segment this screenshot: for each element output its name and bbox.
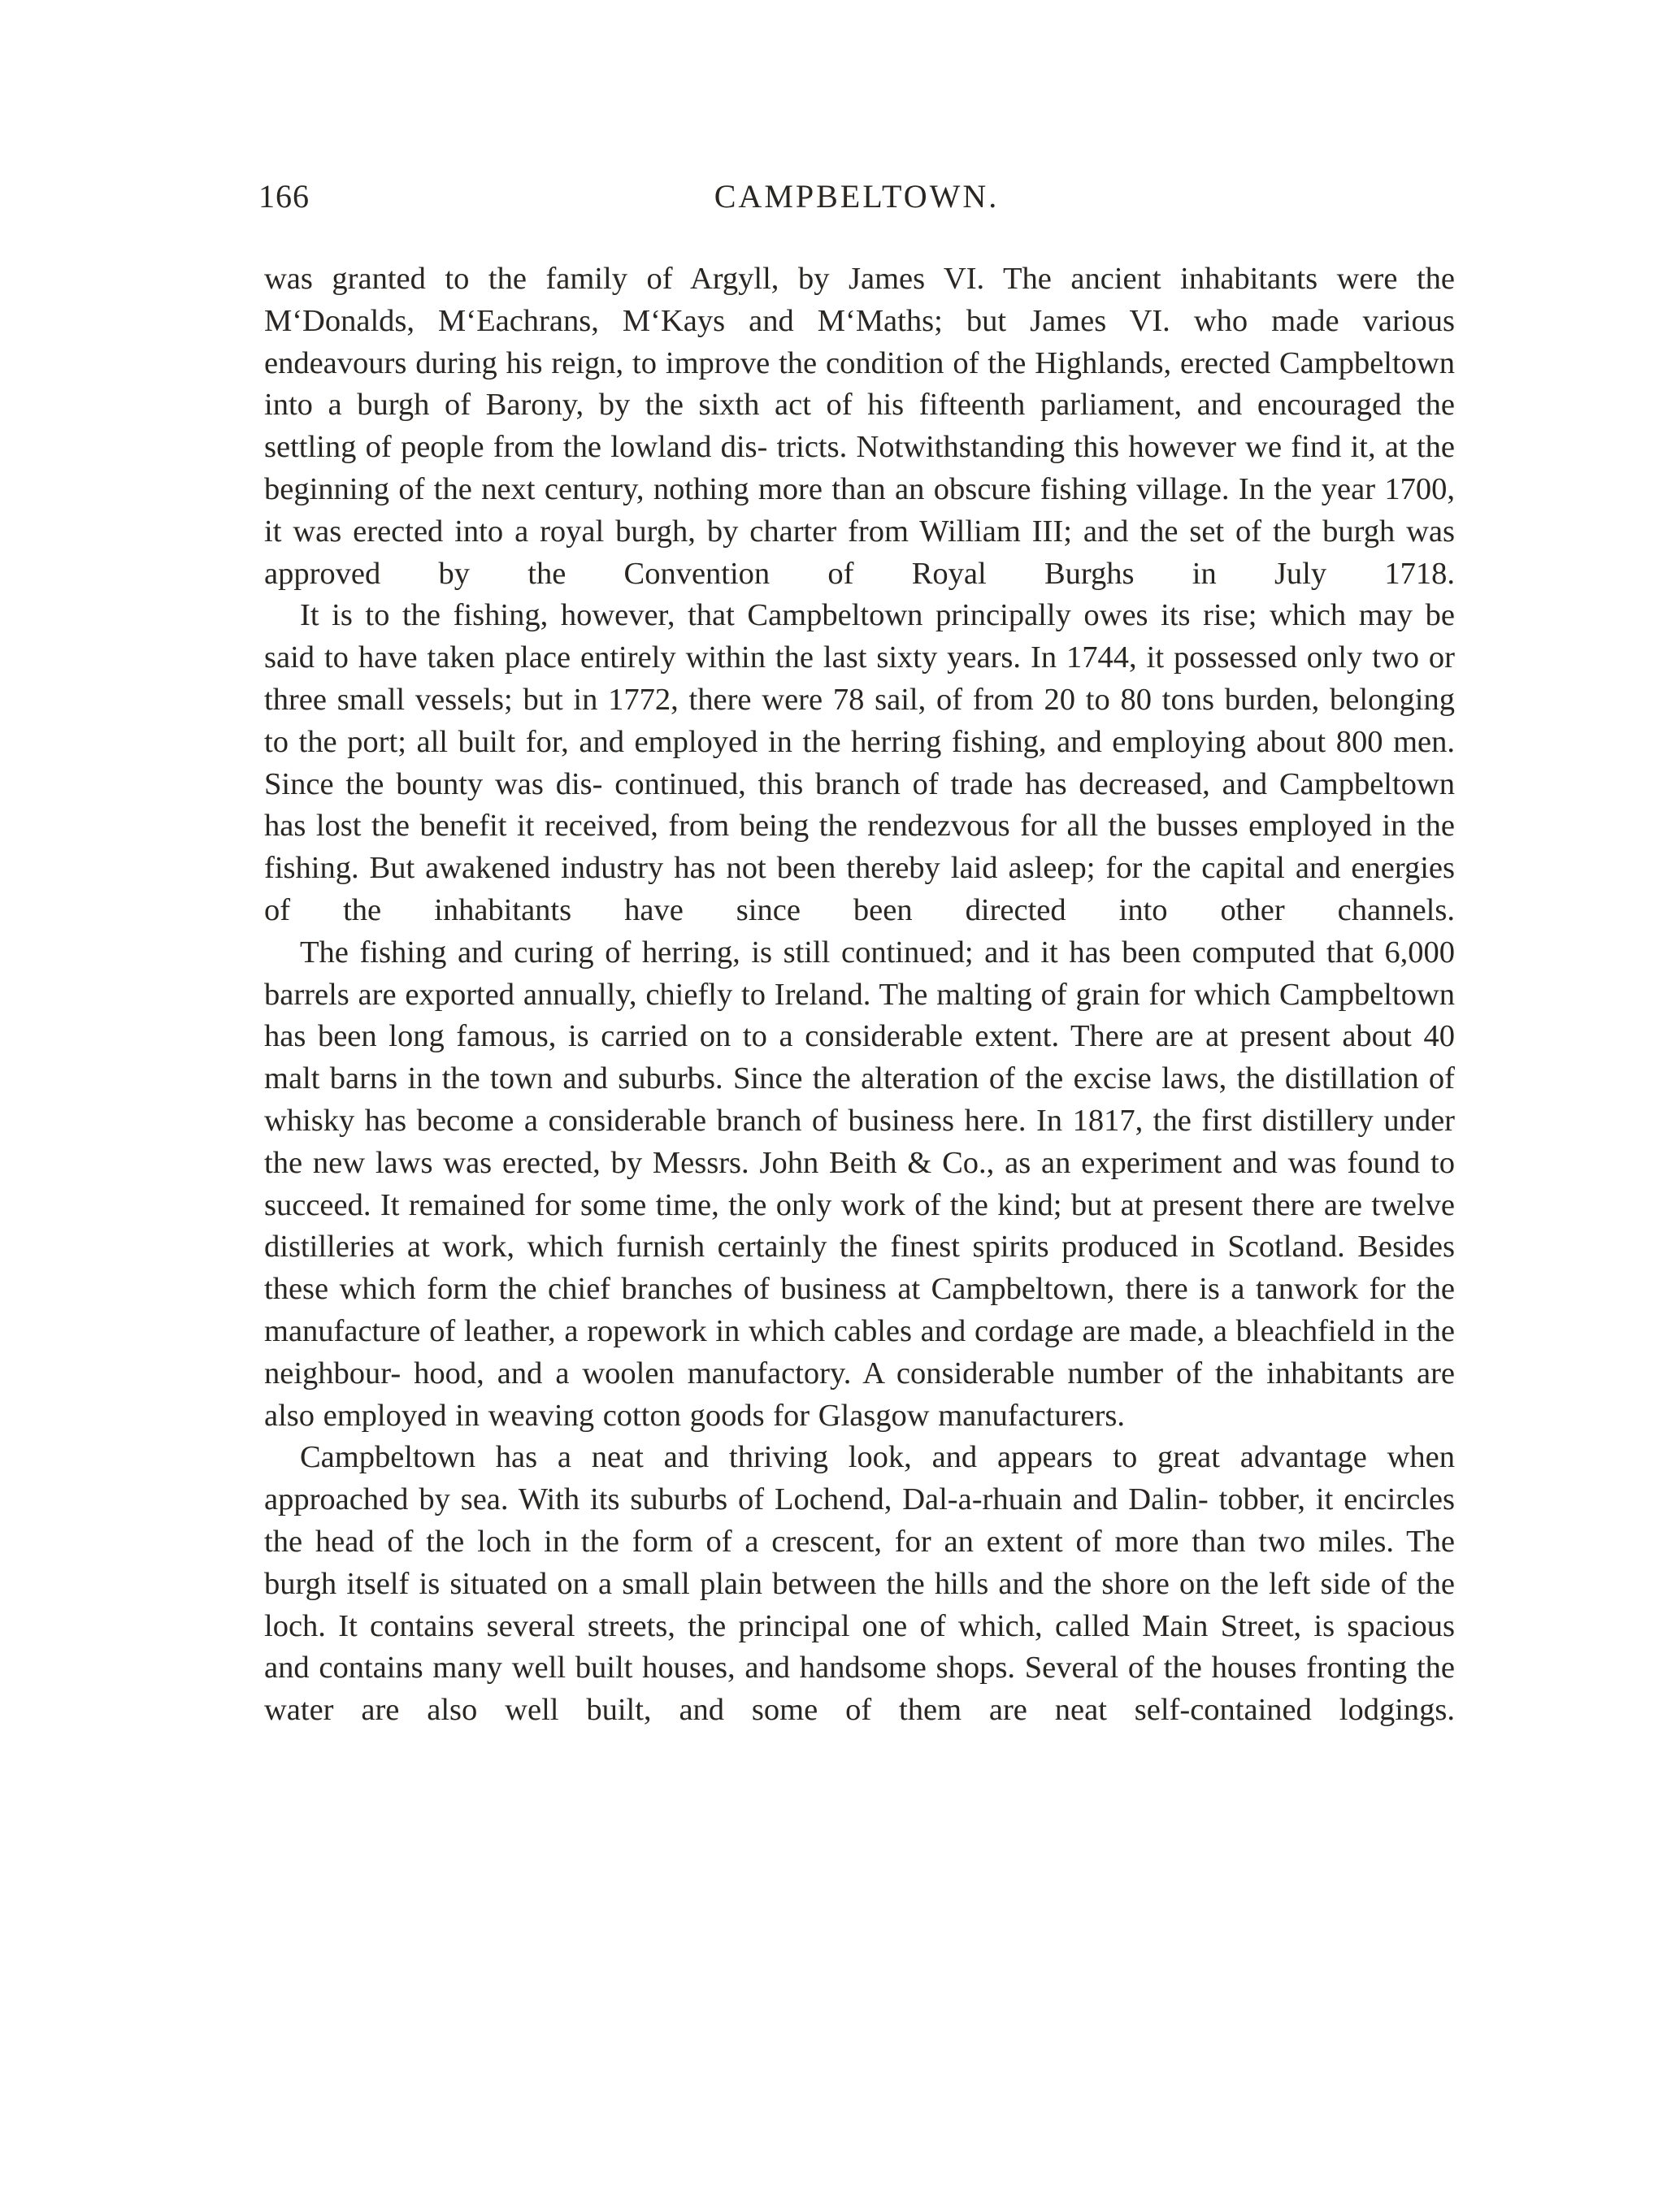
text-line: continued, this branch of trade has decreased, and Campbeltown has lost the: [264, 766, 1456, 844]
text-line: the new laws was erected, by Messrs. John Beith & Co., as an experiment and: [264, 1145, 1278, 1180]
text-line: who made various endeavours during his reign, to improve the condition of the: [264, 303, 1455, 380]
text-line: when approached by sea. With its suburbs of Lochend, Dal-a-rhuain and Dalin-: [264, 1440, 1456, 1517]
text-line: benefit it received, from being the rendezvous for all the busses employed in: [419, 809, 1407, 844]
text-line: malting of grain for which Campbeltown has been long famous, is carried on to a: [264, 977, 1455, 1054]
text-line: fifteenth parliament, and encouraged the settling of people from the lowland dis-: [264, 388, 1455, 465]
text-line: tobber, it encircles the head of the loch in the form of a crescent, for an extent: [264, 1482, 1455, 1559]
text-line: Campbeltown has a neat and thriving look, and appears to great advantage: [300, 1440, 1367, 1475]
text-line: Highlands, erected Campbeltown into a burgh of Barony, by the sixth act of his: [264, 345, 1456, 423]
text-line: business at Campbeltown, there is a tanwork for the manufacture of leather, a: [264, 1272, 1456, 1348]
text-line: the herring fishing, and employing about 800 men. Since the bounty was dis-: [264, 724, 1455, 801]
text-line: It is to the fishing, however, that Campbeltown principally owes its rise; which: [300, 598, 1347, 633]
text-line: it possessed only two or three small vessels; but in 1772, there were 78 sail, of: [264, 640, 1455, 717]
text-line: the hills and the shore on the left side of the loch. It contains several streets,: [264, 1566, 1456, 1643]
text-line: well built houses, and handsome shops. Several of the houses fronting the: [511, 1651, 1455, 1686]
body-text: [264, 258, 1455, 1732]
text-line: tricts. Notwithstanding this however we find it, at the beginning of the next: [264, 430, 1455, 506]
text-line: also employed in weaving cotton goods for Glasgow manufacturers.: [264, 1398, 1126, 1433]
text-line: century, nothing more than an obscure fishing village. In the year 1700, it was: [264, 471, 1456, 549]
text-line: considerable extent. There are at present about 40 malt barns in the town and: [264, 1019, 1455, 1096]
paragraph-1: [264, 258, 1455, 595]
text-line: the fishing. But awakened industry has not been thereby laid asleep; for the: [264, 809, 1455, 886]
page-number: 166: [258, 178, 310, 215]
text-line: at present there are twelve distilleries at work, which furnish certainly the finest: [264, 1187, 1456, 1265]
text-line: the principal one of which, called Main Street, is spacious and contains many: [264, 1608, 1455, 1686]
text-line: The fishing and curing of herring, is still continued; and it has been: [300, 935, 1181, 970]
paragraph-4: [264, 1437, 1455, 1732]
text-line: burgh was approved by the Convention of Royal Burghs in July 1718.: [264, 514, 1456, 591]
text-line: computed that 6,000 barrels are exported annually, chiefly to Ireland. The: [264, 935, 1456, 1012]
text-line: may be said to have taken place entirely within the last sixty years. In 1744,: [264, 598, 1456, 675]
paragraph-3: [264, 932, 1455, 1438]
text-line: ropework in which cables and cordage are made, a bleachfield in the neighbour-: [264, 1313, 1456, 1391]
page-header: [258, 177, 1455, 234]
text-line: become a considerable branch of business here. In 1817, the first distillery under: [416, 1103, 1455, 1138]
text-line: suburbs. Since the alteration of the excise laws, the distillation of whisky has: [264, 1061, 1455, 1138]
text-line: was granted to the family of Argyll, by James VI. The ancient inhabitants: [264, 262, 1318, 296]
text-line: of more than two miles. The burgh itself is situated on a small plain between: [264, 1524, 1456, 1601]
running-title: CAMPBELTOWN.: [714, 178, 1000, 215]
paragraph-2: [264, 595, 1455, 931]
text-line: spirits produced in Scotland. Besides these which form the chief branches of: [264, 1230, 1455, 1307]
text-line: were the M‘Donalds, M‘Eachrans, M‘Kays and M‘Maths; but James VI.: [264, 262, 1455, 338]
text-line: erected into a royal burgh, by charter from William III; and the set of the: [353, 514, 1312, 549]
text-line: was found to succeed. It remained for some time, the only work of the kind; but: [264, 1145, 1455, 1222]
text-line: capital and energies of the inhabitants have since been directed into other channels.: [264, 851, 1455, 927]
text-line: water are also well built, and some of them are neat self-contained lodgings.: [264, 1693, 1455, 1728]
text-line: hood, and a woolen manufactory. A considerable number of the inhabitants are: [414, 1356, 1455, 1391]
text-line: from 20 to 80 tons burden, belonging to the port; all built for, and employed in: [264, 682, 1456, 759]
